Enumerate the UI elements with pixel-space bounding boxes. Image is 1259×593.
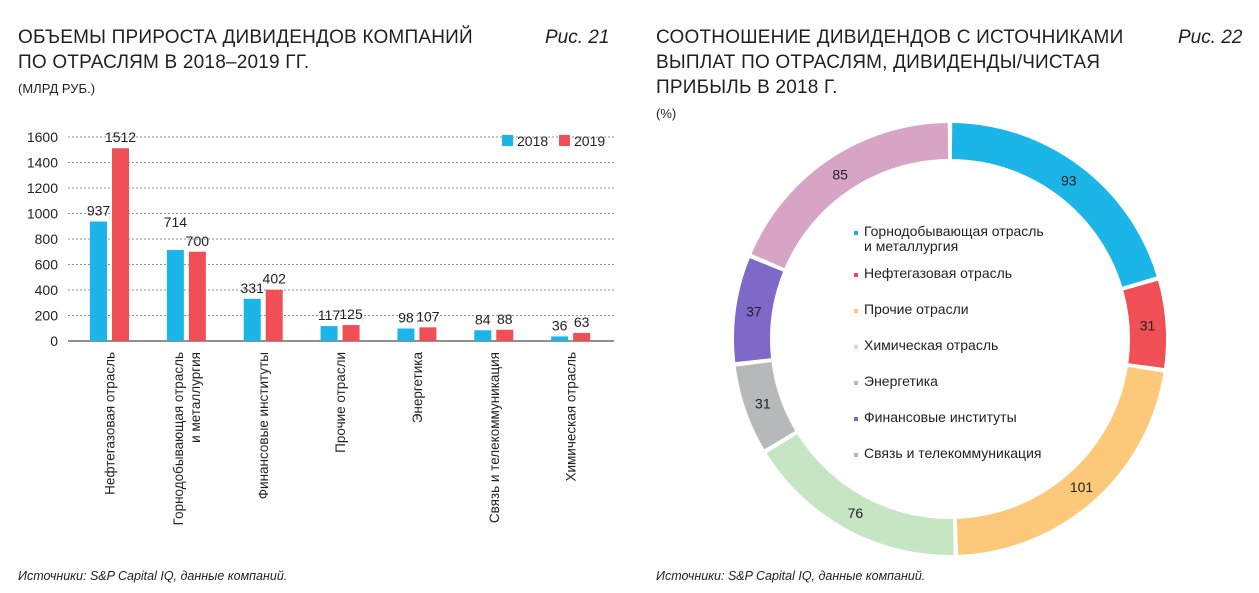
bar-2018 <box>474 330 491 341</box>
donut-chart-figure-number: Рис. 22 <box>1178 27 1243 48</box>
bar-chart-title-line2: ПО ОТРАСЛЯМ В 2018–2019 ГГ. <box>18 52 310 73</box>
y-tick-label: 1600 <box>26 129 58 145</box>
legend-label-2018: 2018 <box>517 133 549 149</box>
legend-swatch <box>854 417 858 421</box>
legend-label: Химическая отрасль <box>864 337 999 353</box>
donut-chart-title-line1: СООТНОШЕНИЕ ДИВИДЕНДОВ С ИСТОЧНИКАМИ <box>656 27 1124 48</box>
slice-value-label: 85 <box>832 166 848 183</box>
x-category-label-line: Связь и телекоммуникация <box>486 352 502 524</box>
x-category-label <box>256 352 271 499</box>
legend-label: Энергетика <box>864 373 938 389</box>
data-label: 700 <box>185 232 210 249</box>
donut-chart-title-line2: ВЫПЛАТ ПО ОТРАСЛЯМ, ДИВИДЕНДЫ/ЧИСТАЯ <box>656 52 1101 73</box>
donut-chart-title-line3: ПРИБЫЛЬ В 2018 Г. <box>656 77 838 98</box>
legend-swatch-2018 <box>502 135 513 146</box>
slice-value-label: 31 <box>755 395 771 412</box>
donut-chart <box>640 0 1259 560</box>
slice-value-label: 93 <box>1061 172 1077 189</box>
x-category-label-line: Финансовые институты <box>256 352 272 500</box>
bar-2019 <box>343 325 360 341</box>
data-label: 125 <box>339 306 363 323</box>
x-category-label <box>333 352 348 453</box>
data-label: 714 <box>163 213 188 230</box>
bar-2018 <box>244 299 261 341</box>
legend-swatch <box>854 345 858 349</box>
bar-2019 <box>496 330 513 341</box>
bar-chart-figure-number: Рис. 21 <box>545 27 610 48</box>
bar-chart-title-line1: ОБЪЕМЫ ПРИРОСТА ДИВИДЕНДОВ КОМПАНИЙ <box>18 27 473 48</box>
data-label: 331 <box>240 279 264 296</box>
data-label: 88 <box>496 310 513 327</box>
bar-2019 <box>189 252 206 341</box>
legend-label: Нефтегазовая отрасль <box>864 265 1013 281</box>
bar-chart-source: Источники: S&P Capital IQ, данные компаний. <box>18 569 288 583</box>
slice-value-label: 31 <box>1139 317 1156 334</box>
legend-label-2019: 2019 <box>574 133 606 149</box>
bar-2019 <box>573 333 590 341</box>
bar-2018 <box>397 329 414 341</box>
y-tick-label: 1400 <box>26 154 58 171</box>
x-category-label-line: Нефтегазовая отрасль <box>102 352 118 495</box>
data-label: 84 <box>474 311 491 328</box>
data-label: 1512 <box>104 129 137 146</box>
legend-label: Связь и телекоммуникация <box>864 445 1042 461</box>
x-category-label-line: и металлургия <box>187 352 203 443</box>
bar-2018 <box>321 326 338 341</box>
x-category-label <box>410 352 425 424</box>
data-label: 36 <box>551 317 568 334</box>
legend-label: Горнодобывающая отрасль <box>864 223 1044 239</box>
x-category-label-line: Химическая отрасль <box>563 352 579 482</box>
bar-chart-unit: (МЛРД РУБ.) <box>18 81 96 96</box>
y-tick-label: 600 <box>34 256 58 273</box>
x-category-label-line: Прочие отрасли <box>333 352 349 453</box>
legend-swatch <box>854 381 858 385</box>
bar-2018 <box>551 336 568 341</box>
donut-slice <box>952 123 1157 287</box>
x-category-label <box>171 352 203 525</box>
x-category-label-line: Энергетика <box>409 352 425 424</box>
y-tick-label: 200 <box>34 307 58 324</box>
y-tick-label: 1000 <box>26 205 58 222</box>
bar-2018 <box>90 222 107 341</box>
legend-swatch <box>854 231 858 235</box>
legend-label: и металлургия <box>864 238 959 254</box>
y-tick-label: 400 <box>34 282 58 298</box>
bar-2018 <box>167 250 184 341</box>
legend-swatch-2019 <box>559 135 570 146</box>
x-category-label-line: Горнодобывающая отрасль <box>170 352 186 526</box>
slice-value-label: 37 <box>746 303 762 320</box>
data-label: 107 <box>416 308 440 325</box>
legend-label: Финансовые институты <box>864 409 1017 425</box>
bar-chart <box>0 0 630 560</box>
legend-label: Прочие отрасли <box>864 301 969 317</box>
data-label: 402 <box>262 270 286 287</box>
data-label: 117 <box>317 307 341 324</box>
slice-value-label: 76 <box>847 504 864 521</box>
legend-swatch <box>854 309 858 313</box>
bar-2019 <box>112 148 129 341</box>
data-label: 98 <box>398 309 414 326</box>
data-label: 937 <box>86 202 111 219</box>
donut-chart-source: Источники: S&P Capital IQ, данные компаний. <box>656 569 926 583</box>
x-category-label <box>487 352 502 523</box>
bar-2019 <box>419 327 436 341</box>
donut-chart-panel <box>640 0 1259 593</box>
bar-2019 <box>266 290 283 341</box>
y-tick-label: 800 <box>34 231 58 247</box>
x-category-label <box>103 352 118 495</box>
donut-chart-unit: (%) <box>656 106 677 121</box>
slice-value-label: 101 <box>1069 478 1094 495</box>
legend-swatch <box>854 273 858 277</box>
x-category-label <box>564 352 579 482</box>
y-tick-label: 0 <box>50 333 58 349</box>
y-tick-label: 1200 <box>26 180 58 196</box>
legend-swatch <box>854 453 858 457</box>
data-label: 63 <box>573 313 590 330</box>
